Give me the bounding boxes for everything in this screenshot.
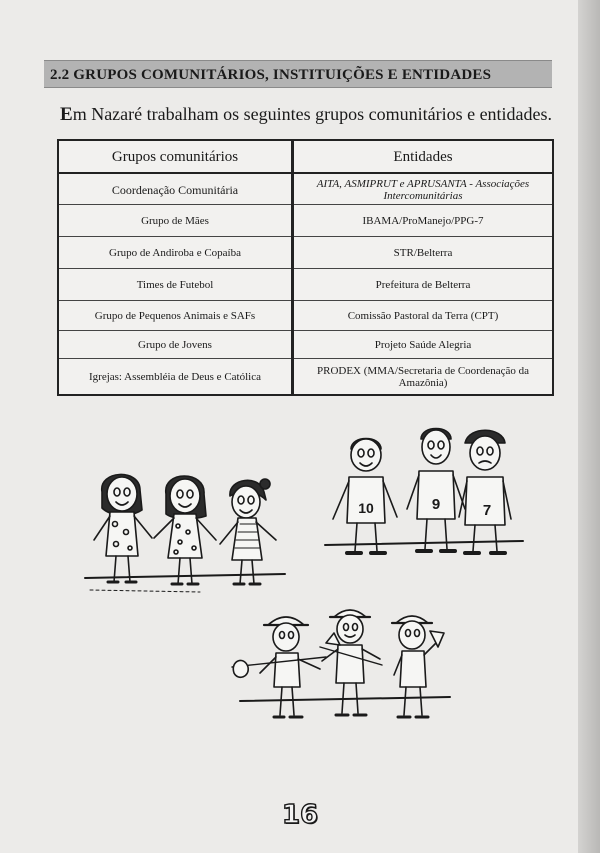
intro-text: m Nazaré trabalham os seguintes grupos comunitários e entidades.: [72, 104, 553, 124]
table-cell-entidade: PRODEX (MMA/Secretaria de Coordenação da Amazônia): [317, 365, 529, 389]
table-cell-grupo: Grupo de Andiroba e Copaíba: [109, 247, 241, 259]
table-cell-entidade: STR/Belterra: [393, 247, 453, 259]
table-cell-entidade: Prefeitura de Belterra: [375, 279, 471, 291]
table-row: [59, 172, 552, 206]
table-row: [59, 358, 552, 395]
section-title: 2.2 GRUPOS COMUNITÁRIOS, INSTITUIÇÕES E ENTIDADES: [44, 60, 552, 88]
table-cell-grupo: Coordenação Comunitária: [111, 183, 239, 197]
table-cell-grupo: Grupo de Jovens: [138, 339, 212, 351]
table-header-entidades: Entidades: [393, 148, 453, 165]
football-players-illustration: [325, 425, 525, 577]
jersey-number-7: 7: [482, 502, 492, 519]
table-row: [59, 268, 552, 301]
intro-drop-letter: E: [60, 104, 73, 125]
table-cell-entidade: IBAMA/ProManejo/PPG-7: [362, 215, 484, 227]
table-row: [59, 236, 552, 269]
page-number: 16: [281, 800, 319, 830]
table-cell-entidade: [294, 174, 552, 206]
table-row: [59, 300, 552, 331]
table-cell-grupo: Grupo de Pequenos Animais e SAFs: [94, 310, 256, 322]
table-header-grupos: Grupos comunitários: [111, 148, 239, 165]
groups-table: [57, 139, 554, 396]
table-cell-grupo: Times de Futebol: [136, 279, 214, 291]
table-row: [59, 330, 552, 359]
jersey-number-9: 9: [431, 496, 441, 513]
table-cell-entidade: Projeto Saúde Alegria: [374, 339, 472, 351]
table-cell-entidade: Comissão Pastoral da Terra (CPT): [347, 310, 499, 322]
table-cell-entidade-text: AITA, ASMIPRUT e APRUSANTA - Associações Intercomunitárias: [316, 178, 530, 202]
table-header-row: [59, 141, 552, 172]
jersey-number-10: 10: [358, 500, 374, 516]
table-cell-grupo: Grupo de Mães: [141, 215, 209, 227]
girls-illustration: [80, 460, 295, 605]
workers-illustration: [230, 603, 460, 728]
intro-paragraph: [60, 103, 553, 126]
table-column-divider: [291, 141, 294, 394]
table-cell-grupo: Igrejas: Assembléia de Deus e Católica: [89, 371, 261, 383]
page-edge-shadow: [578, 0, 600, 853]
table-row: [59, 204, 552, 237]
